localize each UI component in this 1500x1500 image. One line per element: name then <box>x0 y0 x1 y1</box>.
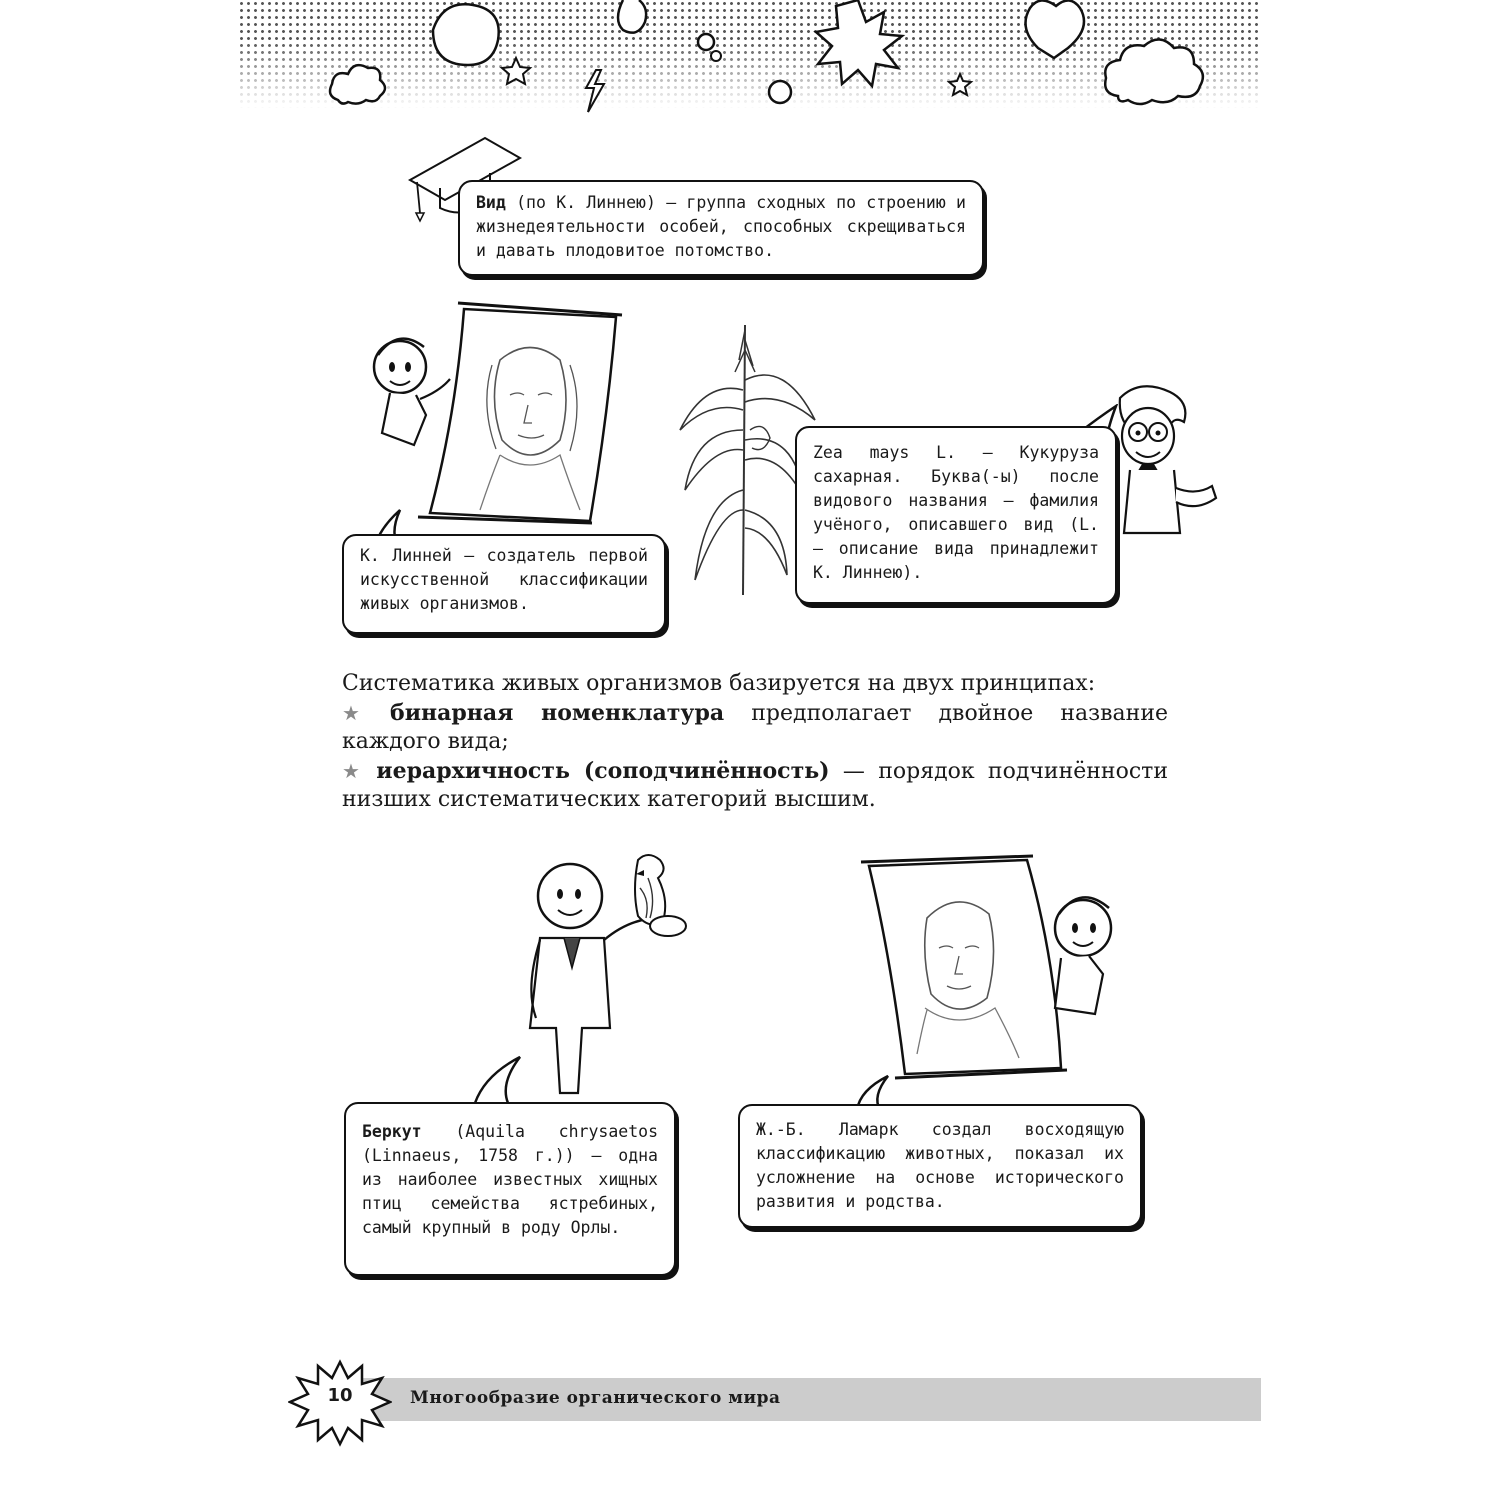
heart-icon <box>1026 0 1085 58</box>
zea-caption-bubble <box>795 426 1117 604</box>
circle-icon <box>769 81 791 103</box>
berkut-caption-bubble <box>344 1102 676 1276</box>
star-icon <box>502 58 530 84</box>
lightning-icon <box>586 70 604 112</box>
linnaeus-portrait-illustration <box>360 295 630 535</box>
principles-section <box>342 670 1168 815</box>
linnaeus-caption-text: К. Линней — создатель первой искусственной классификации живых организмов. <box>360 546 648 613</box>
star-bullet-icon: ★ <box>342 758 367 783</box>
cloud-icon <box>1105 39 1203 104</box>
principle-term: бинарная номенклатура <box>390 699 725 726</box>
cloud-icon <box>330 65 385 104</box>
definition-text: (по К. Линнею) — группа сходных по строению и жизнедеятельности особей, способных скрещиваться и давать плодовитое потомство. <box>476 193 966 260</box>
star-bullet-icon: ★ <box>342 700 381 725</box>
definition-bubble <box>458 180 984 276</box>
star-icon <box>949 74 971 95</box>
definition-term: Вид <box>476 193 506 212</box>
principle-item <box>342 699 1168 757</box>
zea-caption-text: Zea mays L. — Кукуруза сахарная. Буква(-ы) после видового названия — фамилия учёного, описавшего вид (L. — описание вида принадлежит К. Линнею). <box>813 443 1099 582</box>
lamarck-caption-bubble <box>738 1104 1142 1228</box>
banner-doodles <box>238 0 1261 120</box>
small-circle-icon <box>711 51 721 61</box>
principle-text: предполагает двойное название каждого вида; <box>342 700 1169 754</box>
principle-text: — порядок подчинённости низших систематических категорий высшим. <box>342 758 1168 812</box>
linnaeus-caption-bubble <box>342 534 666 634</box>
burst-icon <box>816 0 902 86</box>
footer-title: Многообразие органического мира <box>410 1388 781 1408</box>
drop-icon <box>618 0 646 33</box>
blob-icon <box>433 4 499 65</box>
small-circle-icon <box>698 34 714 50</box>
berkut-term: Беркут <box>362 1122 422 1141</box>
man-with-eagle-illustration <box>520 848 700 1108</box>
lamarck-caption-text: Ж.-Б. Ламарк создал восходящую классификацию животных, показал их усложнение на основе исторического развития и родства. <box>756 1120 1124 1211</box>
lamarck-portrait-illustration <box>855 848 1125 1088</box>
principle-item <box>342 757 1168 815</box>
bubble-tail <box>470 1055 530 1105</box>
berkut-text: (Aquila chrysaetos (Linnaeus, 1758 г.)) — одна из наиболее известных хищных птиц семейства ястребиных, самый крупный в роду Орлы. <box>362 1122 659 1237</box>
principles-intro: Систематика живых организмов базируется на двух принципах: <box>342 671 1096 696</box>
page-number: 10 <box>327 1385 353 1406</box>
principle-term: иерархичность (соподчинённость) <box>376 757 830 784</box>
